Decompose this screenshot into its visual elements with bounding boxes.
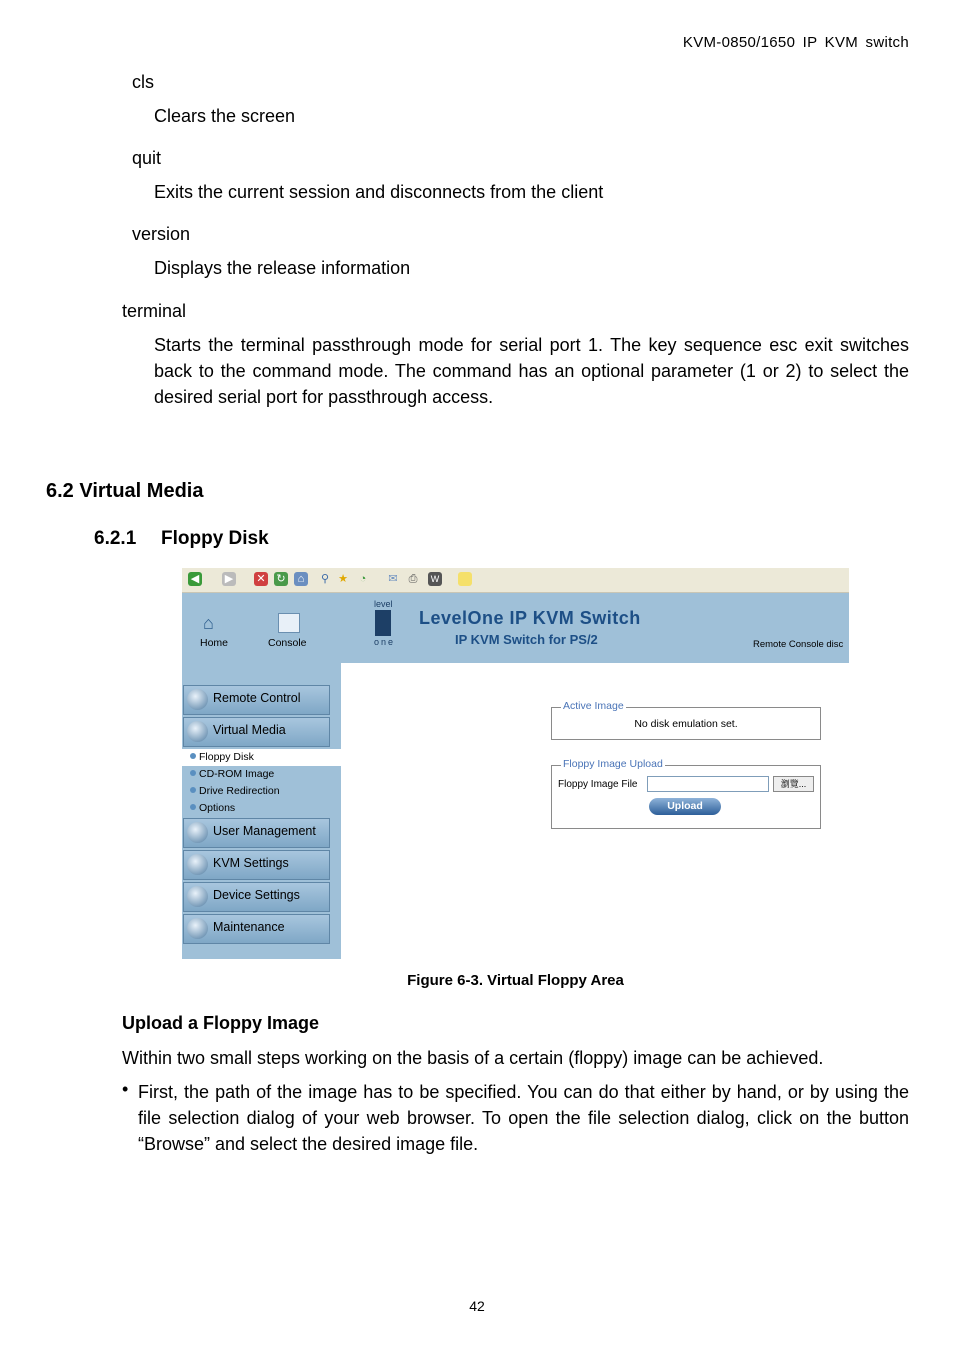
bullet-icon <box>190 770 196 776</box>
device-settings-icon <box>187 886 208 907</box>
refresh-icon[interactable]: ↻ <box>274 572 288 586</box>
nav-user-management[interactable]: User Management <box>183 818 330 848</box>
remote-control-icon <box>187 689 208 710</box>
upload-bullet: First, the path of the image has to be specified. You can do that either by hand, or by using the file selection dialog of your web browser. To open the file selection dialog, click on the button “Browse” and select the desired image file. <box>138 1082 909 1154</box>
command-name-cls: cls <box>132 72 154 92</box>
command-desc-terminal: Starts the terminal passthrough mode for serial port 1. The key sequence esc exit switches back to the command mode. The command has an optional parameter (1 or 2) to select the desired serial port for passthrough access. <box>154 335 909 407</box>
console-icon[interactable] <box>278 613 300 633</box>
subsection-number: 6.2.1 <box>94 528 137 549</box>
upload-intro: Within two small steps working on the basis of a certain (floppy) image can be achieved. <box>122 1048 824 1068</box>
bullet-icon <box>190 753 196 759</box>
edit-icon[interactable]: W <box>428 572 442 586</box>
command-name-version: version <box>132 224 191 244</box>
upload-heading: Upload a Floppy Image <box>122 1013 320 1033</box>
home-icon[interactable]: ⌂ <box>294 572 308 586</box>
virtual-floppy-screenshot <box>182 568 849 959</box>
kvm-settings-icon <box>187 854 208 875</box>
command-desc-version: Displays the release information <box>154 258 411 278</box>
favorites-icon[interactable]: ★ <box>338 573 348 585</box>
section-title: 6.2 Virtual Media <box>46 480 204 502</box>
subnav-cd-rom-image[interactable]: CD-ROM Image <box>190 768 274 780</box>
command-name-quit: quit <box>132 148 162 168</box>
mail-icon[interactable]: ✉ <box>388 573 398 585</box>
stop-icon[interactable]: ✕ <box>254 572 268 586</box>
home-link[interactable]: Home <box>200 637 229 649</box>
subnav-drive-redirection[interactable]: Drive Redirection <box>190 785 280 797</box>
floppy-file-input[interactable] <box>647 776 769 792</box>
nav-device-settings[interactable]: Device Settings <box>183 882 330 912</box>
back-icon[interactable]: ◀ <box>188 572 202 586</box>
forward-icon[interactable]: ▶ <box>222 572 236 586</box>
note-icon[interactable] <box>458 572 472 586</box>
command-name-terminal: terminal <box>122 301 187 321</box>
logo-one: one <box>374 637 396 647</box>
nav-kvm-settings[interactable]: KVM Settings <box>183 850 330 880</box>
active-image-panel <box>551 700 821 740</box>
page-number: 42 <box>469 1298 485 1314</box>
nav-remote-control[interactable]: Remote Control <box>183 685 330 715</box>
active-image-status: No disk emulation set. <box>634 718 738 730</box>
subnav-floppy-disk[interactable]: Floppy Disk <box>190 751 254 763</box>
remote-console-link[interactable]: Remote Console disc <box>753 639 844 650</box>
search-icon[interactable]: ⚲ <box>320 573 330 585</box>
active-image-legend: Active Image <box>563 700 624 712</box>
nav-maintenance[interactable]: Maintenance <box>183 914 330 944</box>
app-subtitle: IP KVM Switch for PS/2 <box>455 632 598 647</box>
running-header: KVM-0850/1650 IP KVM switch <box>682 34 909 51</box>
browser-toolbar <box>182 568 849 593</box>
command-desc-cls: Clears the screen <box>154 106 296 126</box>
app-title: LevelOne IP KVM Switch <box>419 608 641 628</box>
virtual-media-icon <box>187 721 208 742</box>
print-icon[interactable]: ⎙ <box>408 573 418 585</box>
console-link[interactable]: Console <box>268 637 307 649</box>
logo-level: level <box>374 599 393 609</box>
bullet-marker: • <box>122 1079 129 1099</box>
bullet-icon <box>190 787 196 793</box>
floppy-upload-legend: Floppy Image Upload <box>563 758 663 770</box>
figure-caption: Figure 6-3. Virtual Floppy Area <box>407 972 624 989</box>
logo-mark <box>375 610 391 636</box>
command-desc-quit: Exits the current session and disconnects from the client <box>154 182 604 202</box>
subsection-title: Floppy Disk <box>161 528 269 549</box>
content-curve <box>341 663 481 773</box>
subnav-options[interactable]: Options <box>190 802 235 814</box>
bullet-icon <box>190 804 196 810</box>
home-icon[interactable]: ⌂ <box>203 613 214 633</box>
floppy-file-label: Floppy Image File <box>558 779 638 790</box>
user-management-icon <box>187 822 208 843</box>
history-icon[interactable]: ◔ <box>359 573 367 585</box>
maintenance-icon <box>187 918 208 939</box>
browse-button[interactable]: 瀏覽... <box>773 776 814 792</box>
floppy-upload-panel <box>551 758 821 829</box>
nav-virtual-media[interactable]: Virtual Media <box>183 717 330 747</box>
upload-button[interactable]: Upload <box>649 798 721 815</box>
